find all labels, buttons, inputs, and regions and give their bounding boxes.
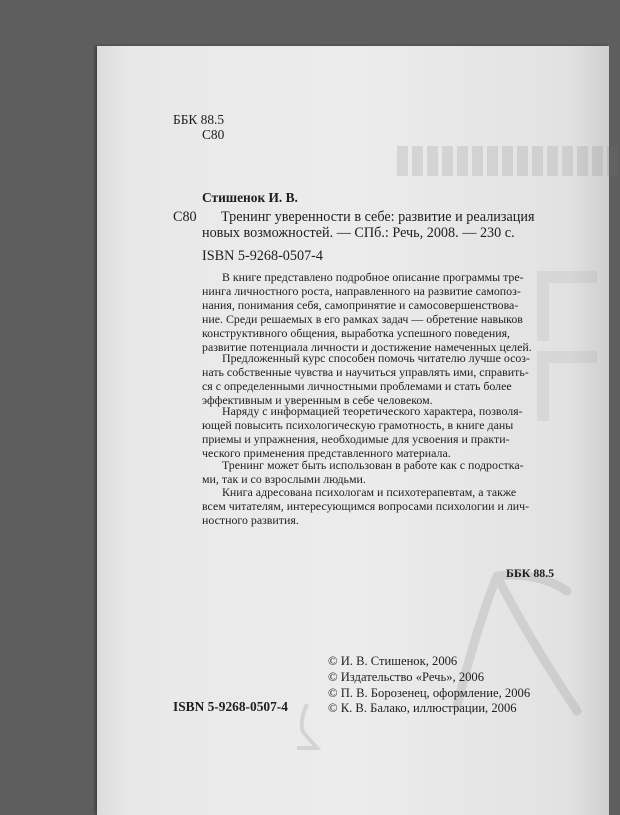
bbk-bottom: ББК 88.5 bbox=[506, 566, 555, 580]
annotation-line: нания, понимания себя, самопринятие и самосовершенствова- bbox=[202, 297, 519, 312]
annotation-line: конструктивного общения, выработка успешного поведения, bbox=[202, 325, 511, 340]
annotation-line: Предложенный курс способен помочь читателю лучше осоз- bbox=[222, 351, 530, 365]
catalog-code: С80 bbox=[173, 209, 197, 225]
annotation-line: приемы и упражнения, необходимые для усвоения и практи- bbox=[202, 431, 510, 446]
copyright-line: © Издательство «Речь», 2006 bbox=[328, 670, 485, 684]
annotation-paragraph bbox=[202, 352, 557, 408]
author-mark: С80 bbox=[202, 127, 225, 142]
isbn-top: ISBN 5-9268-0507-4 bbox=[202, 248, 323, 264]
show-through-mark bbox=[293, 702, 321, 752]
annotation-line: Наряду с информацией теоретического характера, позволя- bbox=[222, 404, 523, 418]
book-title-line: Тренинг уверенности в себе: развитие и реализация bbox=[221, 209, 535, 225]
copyright-line: © К. В. Балако, иллюстрации, 2006 bbox=[328, 701, 517, 715]
annotation-paragraph bbox=[202, 459, 557, 487]
annotation-line: ческого применения представленного материала. bbox=[202, 445, 451, 460]
annotation-line: эффективным и уверенным в себе человеком. bbox=[202, 392, 433, 407]
annotation-paragraph bbox=[202, 405, 557, 461]
copyright-line: © П. В. Борозенец, оформление, 2006 bbox=[328, 686, 531, 700]
annotation-paragraph bbox=[202, 486, 557, 528]
annotation-line: ся с определенными личностными проблемами и стать более bbox=[202, 378, 512, 393]
show-through-title bbox=[397, 146, 620, 176]
annotation-line: ющей повысить психологическую грамотность, в книге даны bbox=[202, 417, 514, 432]
annotation-line: развитие потенциала личности и достижение намеченных целей. bbox=[202, 339, 532, 354]
annotation-line: ностного развития. bbox=[202, 512, 299, 527]
isbn-bottom: ISBN 5-9268-0507-4 bbox=[173, 699, 288, 714]
annotation-line: нать собственные чувства и научиться управлять ими, справить- bbox=[202, 364, 529, 379]
annotation-line: ние. Среди решаемых в его рамках задач — обретение навыков bbox=[202, 311, 523, 326]
annotation-line: нинга личностного роста, направленного на развитие самопоз- bbox=[202, 283, 521, 298]
annotation-line: всем читателям, интересующимся вопросами психологии и лич- bbox=[202, 498, 530, 513]
copyright-line: © И. В. Стишенок, 2006 bbox=[328, 654, 458, 668]
author-name: Стишенок И. В. bbox=[202, 190, 298, 205]
annotation-line: Книга адресована психологам и психотерапевтам, а также bbox=[222, 485, 517, 499]
bbk-code: ББК 88.5 bbox=[173, 112, 225, 127]
annotation-line: Тренинг может быть использован в работе как с подростка- bbox=[222, 458, 524, 472]
annotation-line: ми, так и со взрослыми людьми. bbox=[202, 471, 366, 486]
annotation-line: В книге представлено подробное описание программы тре- bbox=[222, 270, 524, 284]
book-title-line: новых возможностей. — СПб.: Речь, 2008. — 230 с. bbox=[202, 225, 515, 241]
annotation-paragraph bbox=[202, 271, 557, 354]
